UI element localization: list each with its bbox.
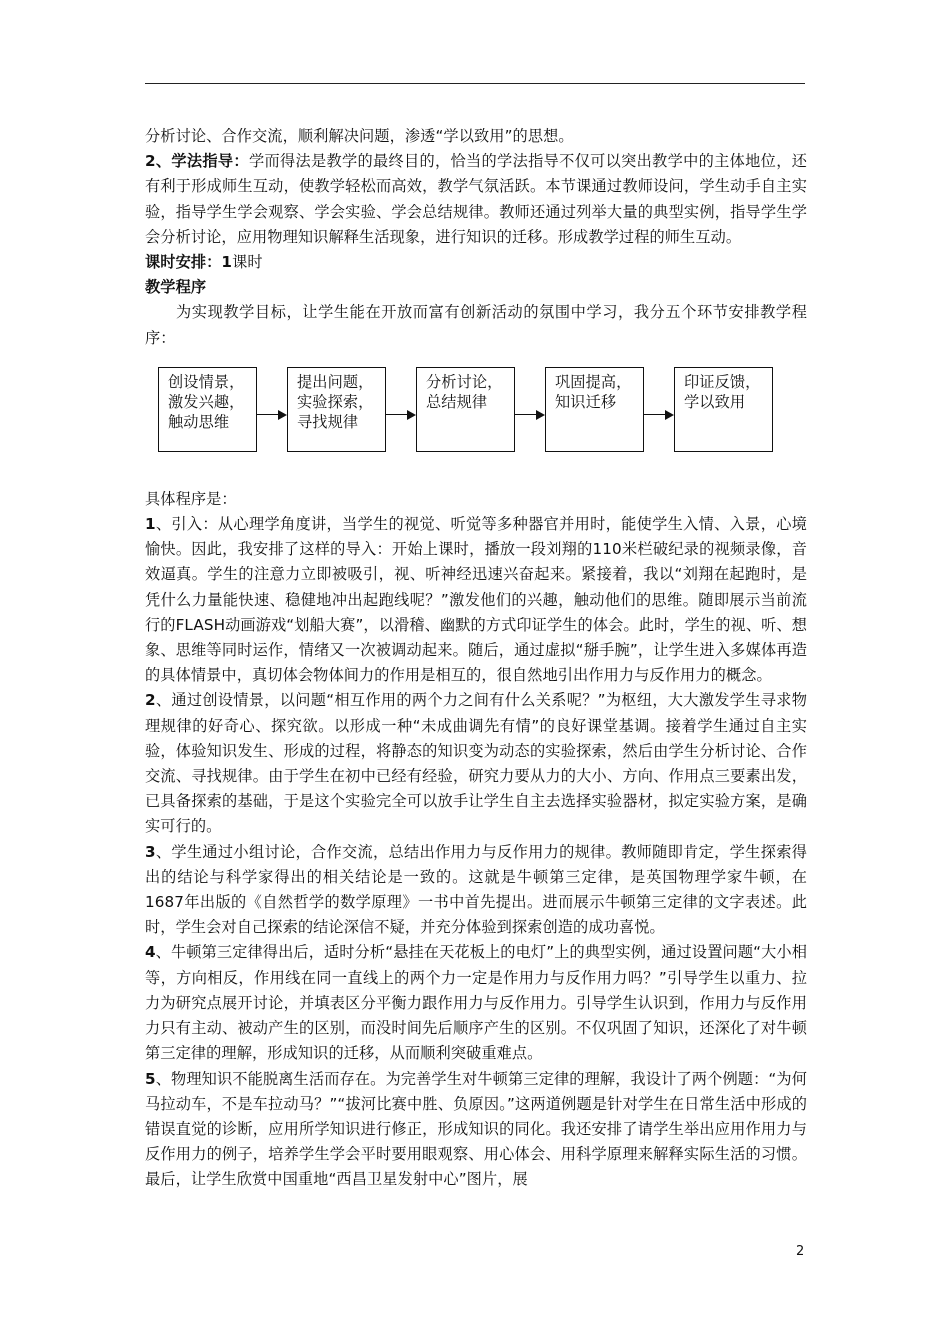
step-paragraph-4 [145,940,807,1066]
paragraph-method-end [145,124,807,149]
step-number: 1 [145,515,156,534]
flow-arrow-4 [644,410,674,420]
paragraph-schedule [145,250,807,275]
step-number: 2 [145,691,156,710]
flow-step-5: 印证反馈， 学以致用 [674,367,773,452]
flow-arrow-1 [257,410,287,420]
paragraph-text: 分析讨论、合作交流，顺利解决问题，渗透“学以致用”的思想。 [145,127,574,145]
page-number: 2 [796,1244,805,1259]
step-paragraph-3 [145,840,807,941]
step-number: 5 [145,1069,156,1088]
detail-heading: 具体程序是： [145,489,237,508]
schedule-text: 课时 [232,253,263,272]
step-text: 、引入：从心理学角度讲，当学生的视觉、听觉等多种器官并用时，能使学生入情、入景，心境愉快。因此，我安排了这样的导入：开始上课时，播放一段刘翔的110米栏破纪录的视频录像，音效逼真。学生的注意力立即被吸引，视、听神经迅速兴奋起来。紧接着，我以“刘翔在起跑时，是凭什么力量能快速、稳健地冲出起跑线呢？”激发他们的兴趣，触动他们的思维。随即展示当前流行的FLASH动画游戏“划船大赛”，以滑稽、幽默的方式印证学生的体会。此时，学生的视、听、想象、思维等同时运作，情绪又一次被调动起来。随后，通过虚拟“掰手腕”，让学生进入多媒体再造的具体情景中，真切体会物体间力的作用是相互的，很自然地引出作用力与反作用力的概念。 [145,515,807,685]
flow-step-2: 提出问题， 实验探索， 寻找规律 [287,367,386,452]
step-paragraph-5 [145,1067,807,1193]
header-rule [145,83,805,84]
paragraph-study-guidance [145,149,807,250]
flow-arrow-2 [386,410,416,420]
flow-step-3: 分析讨论， 总结规律 [416,367,515,452]
step-number: 3 [145,842,156,861]
section-label: 2、学法指导： [145,152,249,171]
step-text: 、通过创设情景，以问题“相互作用的两个力之间有什么关系呢？”为枢纽，大大激发学生寻求物理规律的好奇心、探究欲。以形成一种“未成曲调先有情”的良好课堂基调。接着学生通过自主实验，体验知识发生、形成的过程，将静态的知识变为动态的实验探索，然后由学生分析讨论、合作交流、寻找规律。由于学生在初中已经有经验，研究力要从力的大小、方向、作用点三要素出发，已具备探索的基础，于是这个实验完全可以放手让学生自主去选择实验器材，拟定实验方案，是确实可行的。 [145,691,807,836]
schedule-label: 课时安排：1 [145,253,233,272]
document-body [145,124,807,1193]
step-text: 、学生通过小组讨论，合作交流，总结出作用力与反作用力的规律。教师随即肯定，学生探索得出的结论与科学家得出的相关结论是一致的。这就是牛顿第三定律，是英国物理学家牛顿，在1687年出版的《自然哲学的数学原理》一书中首先提出。进而展示牛顿第三定律的文字表述。此时，学生会对自己探索的结论深信不疑，并充分体验到探索创造的成功喜悦。 [145,842,807,937]
paragraph-text: 学而得法是教学的最终目的，恰当的学法指导不仅可以突出教学中的主体地位，还有利于形成师生互动，使教学轻松而高效，教学气氛活跃。本节课通过教师设问，学生动手自主实验，指导学生学会观察、学会实验、学会总结规律。教师还通过列举大量的典型实例，指导学生学会分析讨论，应用物理知识解释生活现象，进行知识的迁移。形成教学过程的师生互动。 [145,152,807,246]
flow-step-4: 巩固提高， 知识迁移 [545,367,644,452]
step-paragraph-2 [145,688,807,839]
flow-arrow-3 [515,410,545,420]
program-heading: 教学程序 [145,278,207,297]
flow-step-1: 创设情景， 激发兴趣， 触动思维 [158,367,257,452]
flowchart [145,355,807,487]
step-text: 、物理知识不能脱离生活而存在。为完善学生对牛顿第三定律的理解，我设计了两个例题：“为何马拉动车，不是车拉动马？”“拔河比赛中胜、负原因。”这两道例题是针对学生在日常生活中形成的错误直觉的诊断，应用所学知识进行修正，形成知识的同化。我还安排了请学生举出应用作用力与反作用力的例子，培养学生学会平时要用眼观察、用心体会、用科学原理来解释实际生活的习惯。最后，让学生欣赏中国重地“西昌卫星发射中心”图片，展 [145,1069,807,1189]
step-number: 4 [145,943,156,962]
step-text: 、牛顿第三定律得出后，适时分析“悬挂在天花板上的电灯”上的典型实例，通过设置问题“大小相等，方向相反，作用线在同一直线上的两个力一定是作用力与反作用力吗？”引导学生以重力、拉力为研究点展开讨论，并填表区分平衡力跟作用力与反作用力。引导学生认识到，作用力与反作用力只有主动、被动产生的区别，而没时间先后顺序产生的区别。不仅巩固了知识，还深化了对牛顿第三定律的理解，形成知识的迁移，从而顺利突破重难点。 [145,943,807,1063]
program-intro: 为实现教学目标，让学生能在开放而富有创新活动的氛围中学习，我分五个环节安排教学程序： [145,303,807,347]
step-paragraph-1 [145,512,807,688]
